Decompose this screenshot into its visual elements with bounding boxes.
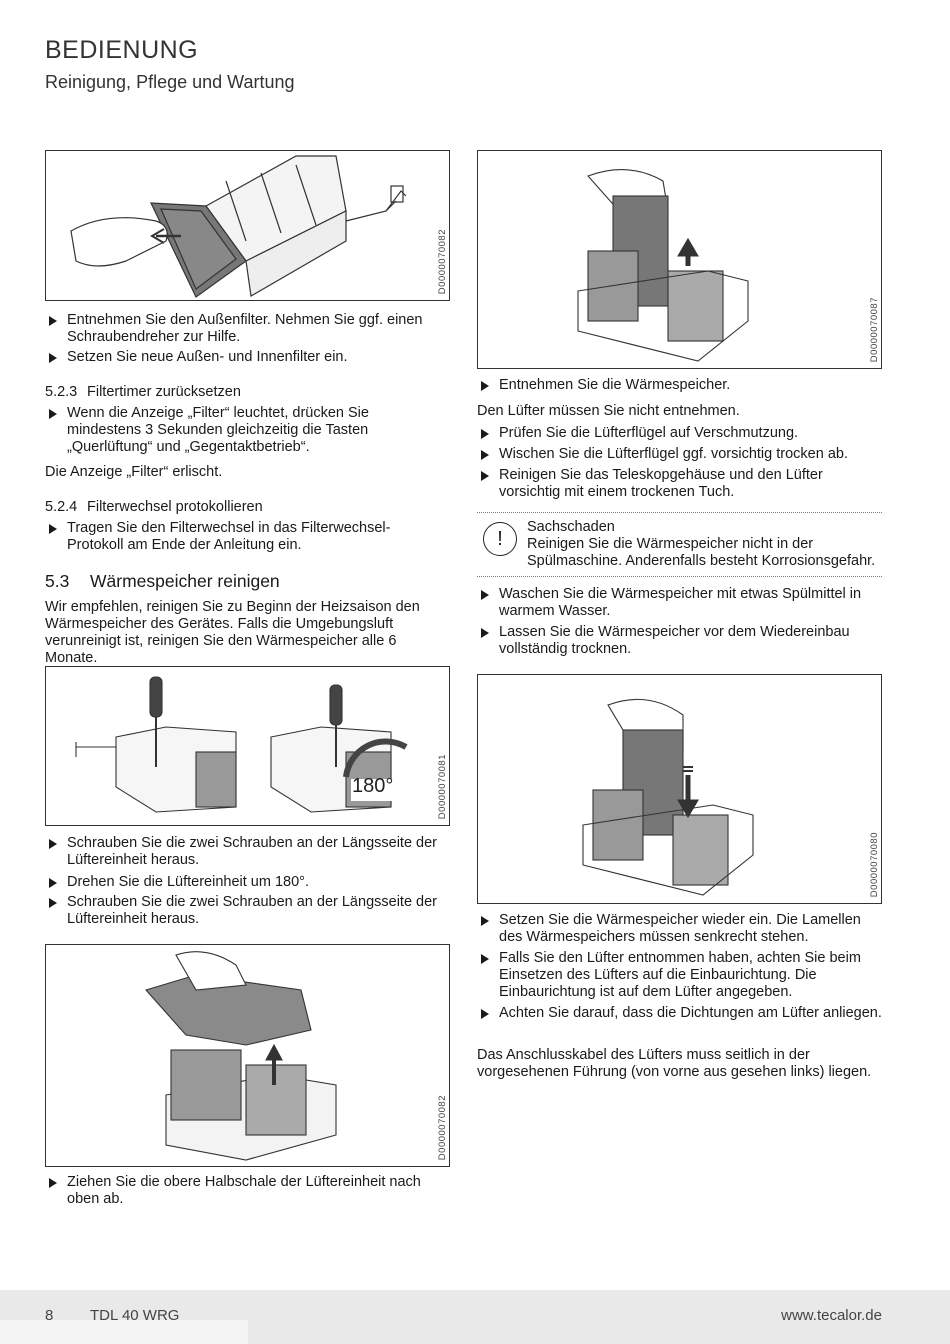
list-item: Ziehen Sie die obere Halbschale der Lüftereinheit nach oben ab. <box>45 1174 450 1208</box>
warning-box <box>477 512 882 577</box>
list-item: Prüfen Sie die Lüfterflügel auf Verschmutzung. <box>477 425 882 442</box>
remove-heat-storage-illustration <box>478 151 882 369</box>
paragraph: Das Anschlusskabel des Lüfters muss seitlich in der vorgesehenen Führung (von vorne aus gesehen links) liegen. <box>477 1047 872 1080</box>
paragraph: Den Lüfter müssen Sie nicht entnehmen. <box>477 403 740 419</box>
bullet-triangle-icon <box>481 954 489 964</box>
list-item: Schrauben Sie die zwei Schrauben an der Längsseite der Lüftereinheit heraus. <box>45 894 450 928</box>
section-heading-5-2-4: 5.2.4 Filterwechsel protokollieren <box>45 499 263 515</box>
bullet-triangle-icon <box>481 628 489 638</box>
bullet-triangle-icon <box>49 1178 57 1188</box>
list-item: Wenn die Anzeige „Filter“ leuchtet, drücken Sie mindestens 3 Sekunden gleichzeitig die Tasten „Querlüftung“ und „Gegentaktbetrieb“. <box>45 405 435 456</box>
section-heading-5-3: 5.3 Wärmespeicher reinigen <box>45 571 280 591</box>
list-item: Setzen Sie neue Außen- und Innenfilter ein. <box>45 349 445 366</box>
bullet-triangle-icon <box>49 316 57 326</box>
bullet-triangle-icon <box>49 878 57 888</box>
list-item: Setzen Sie die Wärmespeicher wieder ein. Die Lamellen des Wärmespeichers müssen senkrecht stehen. <box>477 912 882 946</box>
rotation-label: 180° <box>352 775 394 797</box>
page-subtitle: Reinigung, Pflege und Wartung <box>45 72 295 92</box>
page-footer <box>0 1290 950 1344</box>
bullet-triangle-icon <box>481 471 489 481</box>
figure-filter-removal <box>45 150 450 301</box>
footer-model: TDL 40 WRG <box>90 1307 180 1324</box>
paragraph: Wir empfehlen, reinigen Sie zu Beginn der Heizsaison den Wärmespeicher des Gerätes. Falls die Umgebungsluft verunreinigt ist, reinigen Sie den Wärmespeicher alle 6 Monate. <box>45 599 420 666</box>
filter-removal-illustration <box>46 151 450 301</box>
page-number: 8 <box>45 1307 54 1324</box>
warning-text: Reinigen Sie die Wärmespeicher nicht in der Spülmaschine. Anderenfalls besteht Korrosionsgefahr. <box>527 536 876 569</box>
figure-remove-top-shell <box>45 944 450 1167</box>
warning-icon: ! <box>483 522 517 556</box>
list-item: Falls Sie den Lüfter entnommen haben, achten Sie beim Einsetzen des Lüfters auf die Einbaurichtung. Die Einbaurichtung ist auf dem Lüfter angegeben. <box>477 950 867 1001</box>
section-heading-5-2-3: 5.2.3 Filtertimer zurücksetzen <box>45 384 241 400</box>
list-item: Tragen Sie den Filterwechsel in das Filterwechsel-Protokoll am Ende der Anleitung ein. <box>45 520 440 554</box>
bullet-triangle-icon <box>481 429 489 439</box>
bullet-triangle-icon <box>481 1009 489 1019</box>
list-item: Waschen Sie die Wärmespeicher mit etwas Spülmittel in warmem Wasser. <box>477 586 882 620</box>
list-item: Wischen Sie die Lüfterflügel ggf. vorsichtig trocken ab. <box>477 446 882 463</box>
list-item: Drehen Sie die Lüftereinheit um 180°. <box>45 874 450 891</box>
list-item: Reinigen Sie das Teleskopgehäuse und den Lüfter vorsichtig mit einem trockenen Tuch. <box>477 467 872 501</box>
unscrew-illustration <box>46 667 450 826</box>
list-item: Schrauben Sie die zwei Schrauben an der Längsseite der Lüftereinheit heraus. <box>45 835 450 869</box>
figure-unscrew <box>45 666 450 826</box>
bullet-triangle-icon <box>49 353 57 363</box>
list-item: Achten Sie darauf, dass die Dichtungen am Lüfter anliegen. <box>477 1005 882 1022</box>
bullet-triangle-icon <box>481 381 489 391</box>
figure-code: D0000070081 <box>437 753 448 819</box>
page-title: BEDIENUNG <box>45 36 199 64</box>
figure-insert-heat-storage <box>477 674 882 904</box>
paragraph: Die Anzeige „Filter“ erlischt. <box>45 464 223 480</box>
bullet-triangle-icon <box>49 898 57 908</box>
list-item: Entnehmen Sie den Außenfilter. Nehmen Sie ggf. einen Schraubendreher zur Hilfe. <box>45 312 445 346</box>
bullet-triangle-icon <box>49 839 57 849</box>
list-item: Lassen Sie die Wärmespeicher vor dem Wiedereinbau vollständig trocknen. <box>477 624 872 658</box>
list-item: Entnehmen Sie die Wärmespeicher. <box>477 377 882 394</box>
insert-heat-storage-illustration <box>478 675 882 904</box>
bullet-triangle-icon <box>481 590 489 600</box>
bullet-triangle-icon <box>49 409 57 419</box>
footer-url: www.tecalor.de <box>781 1307 882 1324</box>
figure-code: D0000070087 <box>869 296 880 362</box>
figure-code: D0000070082 <box>437 1094 448 1160</box>
bullet-triangle-icon <box>481 450 489 460</box>
bullet-triangle-icon <box>49 524 57 534</box>
warning-title: Sachschaden <box>527 519 615 535</box>
remove-top-shell-illustration <box>46 945 450 1167</box>
figure-code: D0000070082 <box>437 228 448 294</box>
bullet-triangle-icon <box>481 916 489 926</box>
figure-remove-heat-storage <box>477 150 882 369</box>
figure-code: D0000070080 <box>869 831 880 897</box>
